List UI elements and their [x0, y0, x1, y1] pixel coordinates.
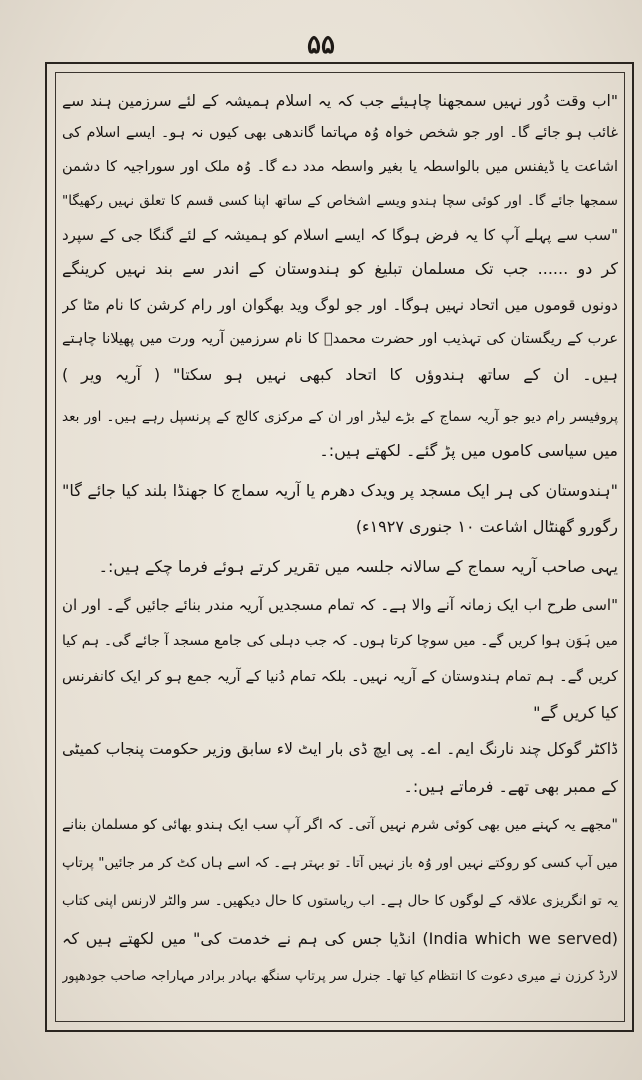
text-line: کیا کریں گے": [533, 703, 618, 722]
text-body: [62, 86, 618, 1018]
text-line: کے ممبر بھی تھے۔ فرماتے ہیں:۔: [403, 777, 618, 796]
text-line: سمجھا جائے گا۔ اور کوئی سچا ہندو ویسے اشخاص کے ساتھ اپنا کسی قسم کا تعلق نہیں رکھیگا": [62, 193, 618, 209]
text-line: میں ہَوَن ہوا کریں گے۔ میں سوچا کرتا ہوں۔ کہ جب دہلی کی جامع مسجد آ جائے گی۔ ہم کیا: [62, 633, 618, 649]
text-line: یہی صاحب آریہ سماج کے سالانہ جلسہ میں تقریر کرتے ہوئے فرما چکے ہیں:۔: [98, 557, 618, 576]
text-line: عرب کے ریگستان کی تہذیب اور حضرت محمدؐ کا نام سرزمین آریہ ورت میں پھیلانا چاہتے: [62, 331, 618, 347]
text-line: کر دو ...... جب تک مسلمان تبلیغ کو ہندوستان کے اندر سے بند نہیں کرینگے: [62, 259, 618, 278]
text-line: میں سیاسی کاموں میں پڑ گئے۔ لکھتے ہیں:۔: [319, 441, 618, 460]
text-line: لارڈ کرزن نے میری دعوت کا انتظام کیا تھا۔ جنرل سر پرتاپ سنگھ بہادر برادر مہاراجہ صاحب جودھپور: [62, 969, 618, 984]
text-line: "اب وقت دُور نہیں سمجھنا چاہیئے جب کہ یہ اسلام ہمیشہ کے لئے سرزمین ہند سے: [62, 92, 618, 110]
text-line: "مجھے یہ کہنے میں بھی کوئی شرم نہیں آتی۔ کہ اگر آپ سب ایک ہندو بھائی کو مسلمان بنانے: [62, 817, 618, 833]
text-line: دونوں قوموں میں اتحاد نہیں ہوگا۔ اور جو لوگ وید بھگوان اور رام کرشن کا نام مٹا کر: [62, 296, 618, 314]
text-line: کریں گے۔ ہم تمام ہندوستان کے آریہ نہیں۔ بلکہ تمام دُنیا کے آریہ جمع ہو کر ایک کانفرنس: [62, 669, 618, 685]
text-line: (India which we served) انڈیا جس کی ہم نے خدمت کی" میں لکھتے ہیں کہ: [62, 929, 618, 948]
text-line: رگورو گھنٹال اشاعت ۱۰ جنوری ۱۹۲۷ء): [355, 517, 618, 536]
text-line: ڈاکٹر گوکل چند نارنگ ایم۔ اے۔ پی ایچ ڈی بار ایٹ لاء سابق وزیر حکومت پنجاب کمیٹی: [62, 740, 618, 758]
text-line: ہیں۔ ان کے ساتھ ہندوؤں کا اتحاد کبھی نہیں ہو سکتا" ( آریہ ویر ): [62, 365, 618, 384]
text-line: غائب ہو جائے گا۔ اور جو شخص خواہ وُہ مہاتما گاندھی بھی کیوں نہ ہو۔ ایسے اسلام کی: [62, 125, 618, 141]
text-line: میں آپ کسی کو روکتے نہیں اور وُہ باز نہیں آتا۔ تو بہتر ہے۔ کہ اسے ہاں کٹ کر مر جائیں" پرتاپ: [62, 855, 618, 871]
text-line: "ہندوستان کی ہر ایک مسجد پر ویدک دھرم یا آریہ سماج کا جھنڈا بلند کیا جائے گا": [62, 481, 618, 500]
text-line: یہ تو انگریزی علاقہ کے لوگوں کا حال ہے۔ اب ریاستوں کا حال دیکھیں۔ سر والٹر لارنس اپنی کتاب: [62, 893, 618, 909]
text-line: اشاعت یا ڈیفنس میں بالواسطہ یا بغیر واسطہ مدد دے گا۔ وُہ ملک اور سوراجیہ کا دشمن: [62, 159, 618, 175]
text-line: "اسی طرح اب ایک زمانہ آنے والا ہے۔ کہ تمام مسجدیں آریہ مندر بنائے جائیں گے۔ اور ان: [62, 596, 618, 614]
text-line: "سب سے پہلے آپ کا یہ فرض ہوگا کہ ایسے اسلام کو ہمیشہ کے لئے گنگا جی کے سپرد: [62, 226, 618, 244]
page-number: ۵۵: [307, 30, 335, 60]
text-line: پروفیسر رام دیو جو آریہ سماج کے بڑے لیڈر اور ان کے مرکزی کالج کے پرنسپل رہے ہیں۔ اور بعد: [62, 409, 618, 425]
